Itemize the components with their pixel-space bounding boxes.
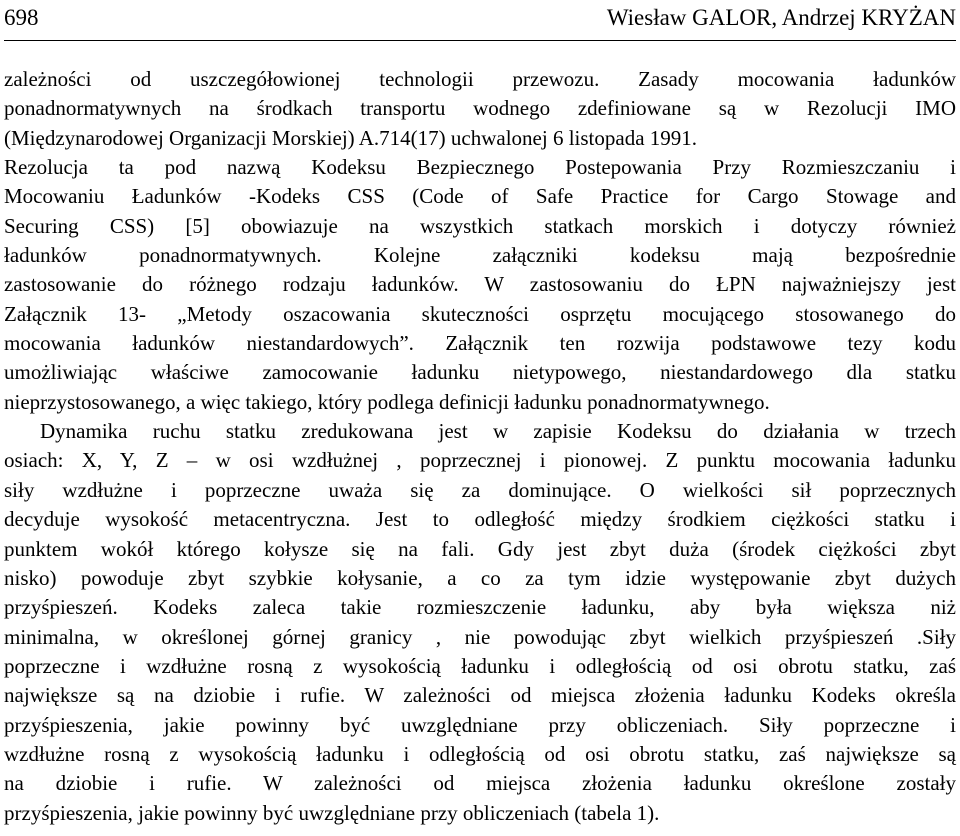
text-line: siły wzdłużne i poprzeczne uważa się za dominujące. O wielkości sił poprzecznych [4, 477, 956, 502]
text-line: zależności od uszczegółowionej technologii przewozu. Zasady mocowania ładunków [4, 67, 956, 91]
text-line: nisko) powoduje zbyt szybkie kołysanie, a co za tym idzie występowanie zbyt dużych [4, 565, 956, 590]
text-line: minimalna, w określonej górnej granicy , nie powodując zbyt wielkich przyśpieszeń .Siły [4, 624, 956, 649]
body-text [4, 65, 956, 828]
text-line: punktem wokół którego kołysze się na fali. Gdy jest zbyt duża (środek ciężkości zbyt [4, 536, 956, 561]
text-line: Mocowaniu Ładunków -Kodeks CSS (Code of Safe Practice for Cargo Stowage and [4, 184, 956, 209]
text-line: przyśpieszenia, jakie powinny być uwzględniane przy obliczeniach. Siły poprzeczne i [4, 712, 956, 737]
running-header [4, 0, 956, 41]
text-line: (Międzynarodowej Organizacji Morskiej) A.714(17) uchwalonej 6 listopada 1991. [4, 125, 698, 150]
text-line: osiach: X, Y, Z – w osi wzdłużnej , poprzecznej i pionowej. Z punktu mocowania ładunku [4, 448, 956, 473]
text-line: mocowania ładunków niestandardowych”. Załącznik ten rozwija podstawowe tezy kodu [4, 331, 956, 356]
text-line: umożliwiając właściwe zamocowanie ładunku nietypowego, niestandardowego dla statku [4, 360, 956, 385]
text-line: poprzeczne i wzdłużne rosną z wysokością ładunku i odległością od osi obrotu statku, zaś [4, 653, 956, 678]
text-line: przyśpieszenia, jakie powinny być uwzględniane przy obliczeniach (tabela 1). [4, 800, 660, 825]
page-number: 698 [4, 5, 39, 30]
text-line: wzdłużne rosną z wysokością ładunku i odległością od osi obrotu statku, zaś największe są [4, 741, 956, 766]
text-line: Załącznik 13- „Metody oszacowania skuteczności osprzętu mocującego stosowanego do [4, 301, 956, 326]
text-line: Securing CSS) [5] obowiazuje na wszystkich statkach morskich i dotyczy również [4, 213, 956, 238]
text-line: zastosowanie do różnego rodzaju ładunków. W zastosowaniu do ŁPN najważniejszy jest [4, 272, 956, 297]
text-line: ładunków ponadnormatywnych. Kolejne załączniki kodeksu mają bezpośrednie [4, 243, 956, 268]
text-line: przyśpieszeń. Kodeks zaleca takie rozmieszczenie ładunku, aby była większa niż [4, 595, 956, 620]
text-line: największe są na dziobie i rufie. W zależności od miejsca złożenia ładunku Kodeks określa [4, 683, 956, 708]
running-header-authors: Wiesław GALOR, Andrzej KRYŻAN [606, 5, 956, 30]
text-line: na dziobie i rufie. W zależności od miejsca złożenia ładunku określone zostały [4, 771, 956, 796]
text-line: decyduje wysokość metacentryczna. Jest to odległość między środkiem ciężkości statku i [4, 507, 956, 532]
text-line: Rezolucja ta pod nazwą Kodeksu Bezpiecznego Postepowania Przy Rozmieszczaniu i [4, 155, 956, 180]
text-line: ponadnormatywnych na środkach transportu wodnego zdefiniowane są w Rezolucji IMO [4, 96, 956, 121]
text-line: nieprzystosowanego, a więc takiego, który podlega definicji ładunku ponadnormatywnego. [4, 389, 770, 414]
text-line: Dynamika ruchu statku zredukowana jest w zapisie Kodeksu do działania w trzech [40, 419, 956, 444]
